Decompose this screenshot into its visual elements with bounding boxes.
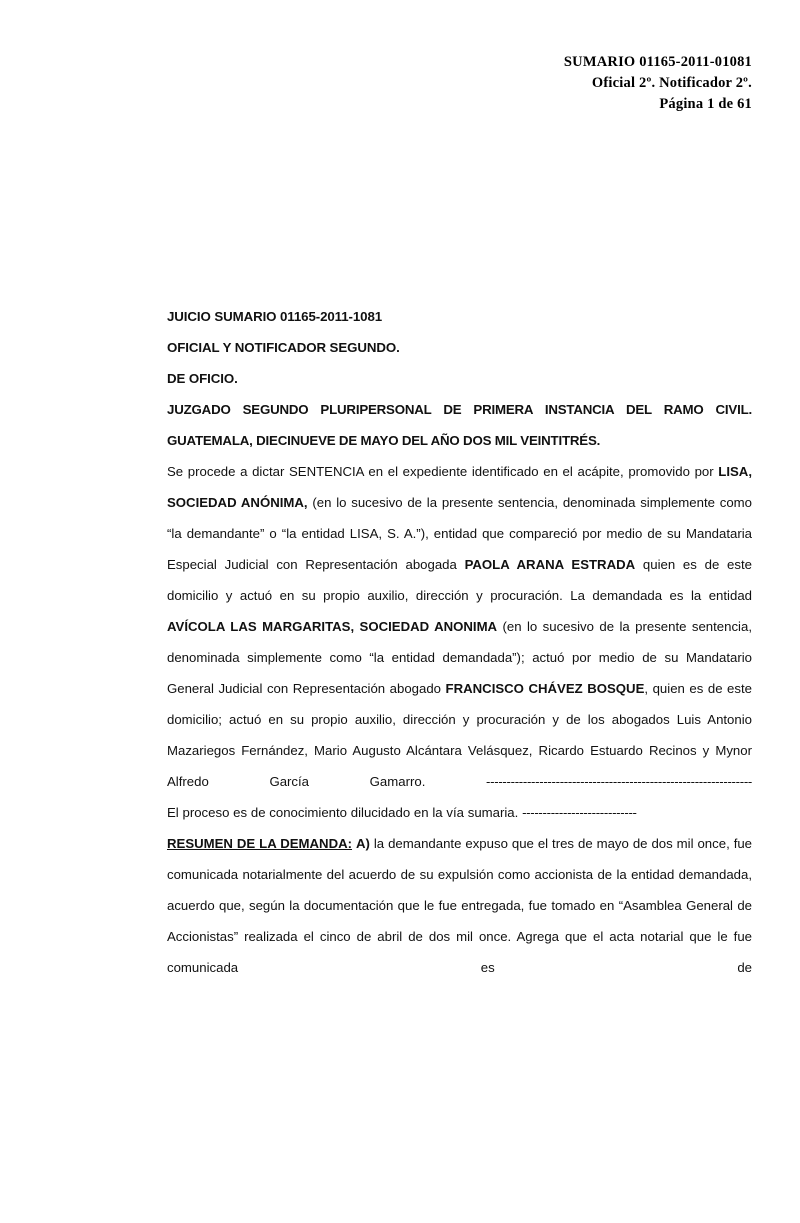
- heading-official: OFICIAL Y NOTIFICADOR SEGUNDO.: [167, 340, 400, 355]
- header-official-notifier: Oficial 2º. Notificador 2º.: [591, 75, 752, 91]
- paragraph-process-type: [167, 797, 752, 828]
- paragraph-claim-summary: [167, 828, 752, 983]
- paragraph-parties-text-2: (en lo sucesivo de la presente sentencia, denominada simplemente como “la demandante” o “la entidad LISA, S. A.”), entidad que compareció por medio de su Mandataria Especial Judicial con Representación abogada: [167, 495, 752, 572]
- separator-dashes-2: ----------------------------: [522, 805, 637, 820]
- defendant-name: AVÍCOLA LAS MARGARITAS, SOCIEDAD ANONIMA: [167, 619, 498, 634]
- document-body: [167, 301, 752, 983]
- paragraph-claim-summary-text: la demandante expuso que el tres de mayo de dos mil once, fue comunicada notarialmente del acuerdo de su expulsión como accionista de la entidad demandada, acuerdo que, según la documentación que le fue entregada, fue tomado en “Asamblea General de Accionistas” realizada el cinco de abril de dos mil once. Agrega que el acta notarial que le fue comunicada es de: [167, 836, 753, 975]
- heading-ex-officio: DE OFICIO.: [167, 371, 238, 386]
- header-page-number: Página 1 de 61: [659, 96, 752, 112]
- paragraph-parties: [167, 456, 752, 797]
- claim-item-label: A): [356, 836, 370, 851]
- plaintiff-name: LISA, SOCIEDAD ANÓNIMA,: [167, 464, 752, 510]
- heading-court: JUZGADO SEGUNDO PLURIPERSONAL DE PRIMERA INSTANCIA DEL RAMO CIVIL. GUATEMALA, DIECINUEVE DE MAYO DEL AÑO DOS MIL VEINTITRÉS.: [167, 402, 752, 448]
- paragraph-process-type-text: El proceso es de conocimiento dilucidado en la vía sumaria.: [167, 805, 523, 820]
- header-case-reference: SUMARIO 01165-2011-01081: [563, 54, 752, 70]
- plaintiff-attorney-name: PAOLA ARANA ESTRADA: [464, 557, 636, 572]
- section-title-resumen-demanda: RESUMEN DE LA DEMANDA:: [167, 836, 353, 851]
- paragraph-parties-text-3: quien es de este domicilio y actuó en su propio auxilio, dirección y procuración. La demandada es la entidad: [167, 557, 752, 603]
- defendant-attorney-name: FRANCISCO CHÁVEZ BOSQUE: [445, 681, 645, 696]
- paragraph-parties-text-5: , quien es de este domicilio; actuó en su propio auxilio, dirección y procuración y de los abogados Luis Antonio Mazariegos Fernández, Mario Augusto Alcántara Velásquez, Ricardo Estuardo Recinos y Mynor Alfredo García Gamarro.: [167, 681, 752, 789]
- separator-dashes-1: -----------------------------------------------------------------: [486, 774, 752, 789]
- paragraph-parties-text-4: (en lo sucesivo de la presente sentencia, denominada simplemente como “la entidad demandada”); actuó por medio de su Mandatario General Judicial con Representación abogado: [167, 619, 752, 696]
- heading-case-number: JUICIO SUMARIO 01165-2011-1081: [167, 309, 383, 324]
- document-header: [167, 52, 752, 115]
- paragraph-parties-text-1: Se procede a dictar SENTENCIA en el expediente identificado en el acápite, promovido por: [167, 464, 719, 479]
